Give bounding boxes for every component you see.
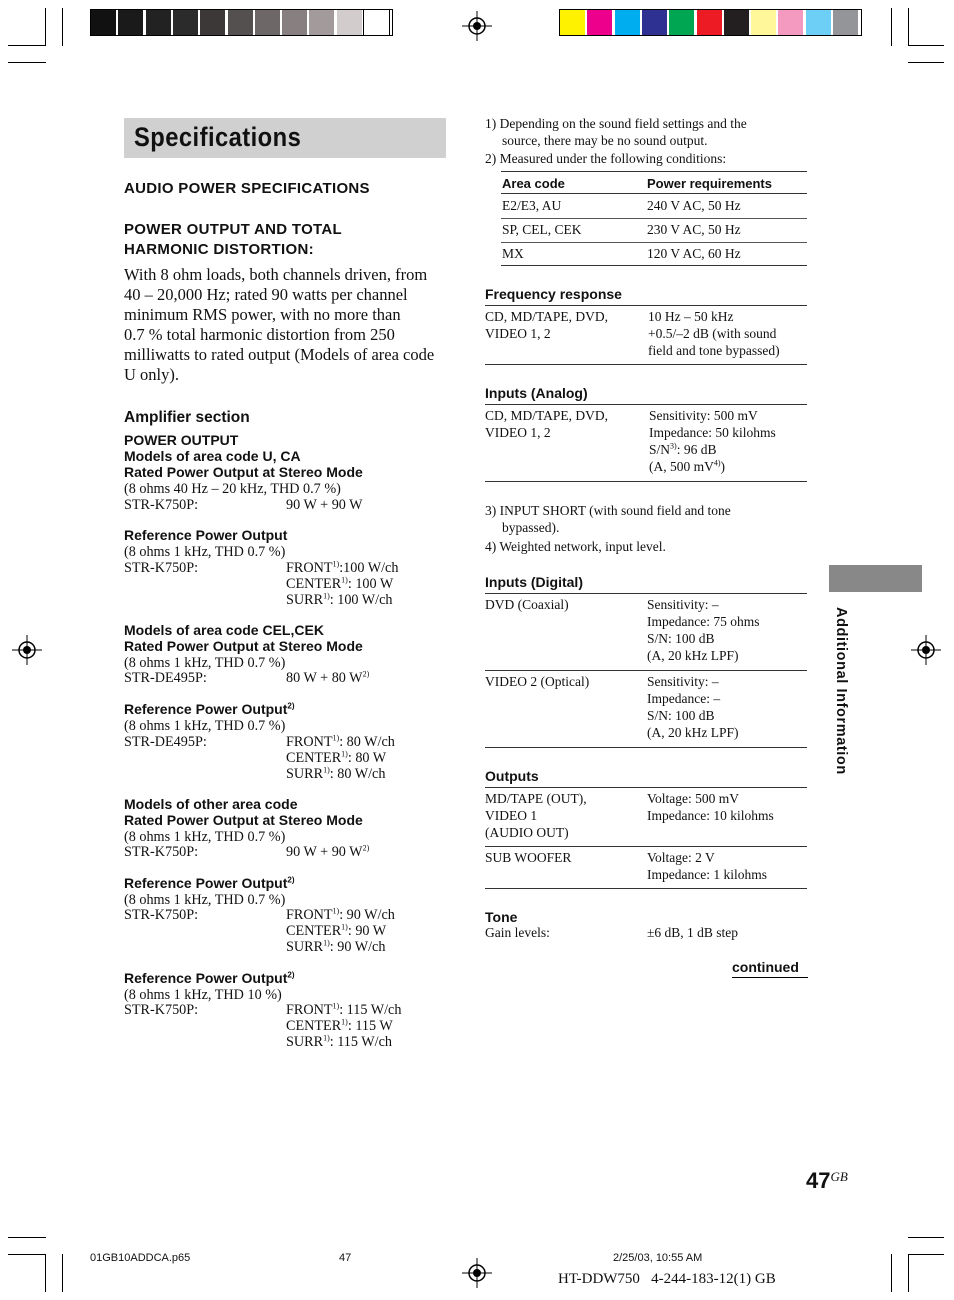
footnote-ref: 2) bbox=[287, 875, 295, 885]
tone-heading: Tone bbox=[485, 909, 518, 925]
section-rule bbox=[485, 481, 807, 482]
table-cell: SP, CEL, CEK bbox=[502, 222, 582, 237]
footnote-2: 2) Measured under the following conditions: bbox=[485, 151, 727, 166]
digital-input-label: VIDEO 2 (Optical) bbox=[485, 674, 590, 689]
surr-value bbox=[286, 939, 395, 955]
rated-power-label: Rated Power Output at Stereo Mode bbox=[124, 464, 363, 480]
section-rule bbox=[485, 846, 807, 847]
section-rule bbox=[485, 593, 807, 594]
color-swatch bbox=[560, 10, 585, 35]
channel-values bbox=[286, 560, 398, 608]
power-value bbox=[286, 844, 369, 860]
reference-power-label: Reference Power Output bbox=[124, 527, 288, 543]
front-value bbox=[286, 734, 395, 750]
power-paragraph bbox=[124, 265, 454, 385]
footnote-ref: 1) bbox=[341, 1017, 348, 1027]
model-name: STR-K750P: bbox=[124, 560, 199, 576]
digital-input-label: DVD (Coaxial) bbox=[485, 597, 569, 612]
footnote-ref: 3) bbox=[670, 441, 677, 451]
power-value-text: 80 W + 80 W bbox=[286, 670, 363, 686]
condition-text: (8 ohms 1 kHz, THD 0.7 %) bbox=[124, 829, 286, 845]
gray-swatch bbox=[309, 10, 334, 35]
amplifier-section-heading: Amplifier section bbox=[124, 409, 250, 426]
footnote-ref: 1) bbox=[323, 591, 330, 601]
gray-swatch bbox=[91, 10, 116, 35]
condition-text: (8 ohms 1 kHz, THD 10 %) bbox=[124, 987, 282, 1003]
models-cel-cek: Models of area code CEL,CEK bbox=[124, 622, 324, 638]
channel-power: : 80 W bbox=[347, 750, 387, 766]
table-rule bbox=[501, 218, 807, 219]
footnote-ref: 1) bbox=[341, 575, 348, 585]
color-swatch bbox=[669, 10, 694, 35]
footnote-ref: 2) bbox=[287, 701, 295, 711]
footnote-ref: 1) bbox=[341, 749, 348, 759]
section-rule bbox=[485, 305, 807, 306]
channel-power: : 80 W/ch bbox=[339, 734, 395, 750]
spec-value: (A, 20 kHz LPF) bbox=[647, 648, 739, 663]
color-swatch bbox=[806, 10, 831, 35]
surr-value bbox=[286, 766, 395, 782]
spec-value: 10 Hz – 50 kHz bbox=[648, 309, 734, 324]
gray-swatch bbox=[200, 10, 225, 35]
frequency-inputs bbox=[485, 308, 608, 342]
frequency-heading: Frequency response bbox=[485, 286, 622, 302]
page-number bbox=[806, 1168, 848, 1194]
spec-label: MD/TAPE (OUT), bbox=[485, 791, 587, 806]
channel-power: : 90 W bbox=[347, 923, 387, 939]
footnote-4: 4) Weighted network, input level. bbox=[485, 539, 666, 554]
model-name: STR-K750P: bbox=[124, 1002, 199, 1018]
output-label: SUB WOOFER bbox=[485, 850, 572, 865]
footnote-line: 1) Depending on the sound field settings and the bbox=[485, 116, 747, 131]
front-value bbox=[286, 560, 398, 576]
table-row bbox=[502, 197, 807, 214]
page-title: Specifications bbox=[134, 122, 302, 152]
digital-input-values bbox=[647, 673, 739, 741]
audio-power-heading: AUDIO POWER SPECIFICATIONS bbox=[124, 180, 370, 197]
surr-value bbox=[286, 592, 398, 608]
footnote-ref: 1) bbox=[323, 765, 330, 775]
title-banner bbox=[124, 118, 446, 158]
power-value: 90 W + 90 W bbox=[286, 497, 363, 513]
channel-power: : 100 W bbox=[347, 576, 394, 592]
color-swatch bbox=[778, 10, 803, 35]
spec-value: Impedance: 1 kilohms bbox=[647, 867, 767, 882]
tone-label: Gain levels: bbox=[485, 925, 550, 940]
rated-power-label: Rated Power Output at Stereo Mode bbox=[124, 638, 363, 654]
section-rule bbox=[485, 787, 807, 788]
footnote-ref: 1) bbox=[323, 938, 330, 948]
footnote-ref: 2) bbox=[287, 970, 295, 980]
footnote-line: bypassed). bbox=[502, 520, 560, 535]
spec-value: Sensitivity: – bbox=[647, 597, 719, 612]
spec-value bbox=[649, 458, 776, 475]
gray-swatch bbox=[228, 10, 253, 35]
spec-value: field and tone bypassed) bbox=[648, 343, 780, 358]
condition-text: (8 ohms 40 Hz – 20 kHz, THD 0.7 %) bbox=[124, 481, 341, 497]
footnote-ref: 1) bbox=[332, 906, 340, 916]
model-name: STR-K750P: bbox=[124, 907, 199, 923]
channel-name: SURR bbox=[286, 592, 324, 608]
table-cell: 240 V AC, 50 Hz bbox=[647, 198, 741, 213]
paragraph-line: 40 – 20,000 Hz; rated 90 watts per channel bbox=[124, 285, 408, 304]
section-rule bbox=[485, 670, 807, 671]
front-value bbox=[286, 1002, 401, 1018]
section-rule bbox=[485, 404, 807, 405]
registration-mark-icon bbox=[462, 1258, 492, 1288]
table-rule bbox=[501, 265, 807, 266]
inputs-digital-heading: Inputs (Digital) bbox=[485, 574, 583, 590]
condition-text: (8 ohms 1 kHz, THD 0.7 %) bbox=[124, 544, 286, 560]
paragraph-line: minimum RMS power, with no more than bbox=[124, 305, 401, 324]
footnote-ref: 4) bbox=[713, 458, 721, 468]
color-swatch bbox=[751, 10, 776, 35]
spec-value: (A, 20 kHz LPF) bbox=[647, 725, 739, 740]
center-value bbox=[286, 923, 395, 939]
tone-value: ±6 dB, 1 dB step bbox=[647, 925, 739, 940]
analog-inputs bbox=[485, 407, 608, 441]
channel-power: : 115 W/ch bbox=[339, 1002, 402, 1018]
channel-name: SURR bbox=[286, 1034, 324, 1050]
heading-line: POWER OUTPUT AND TOTAL bbox=[124, 221, 342, 238]
channel-name: SURR bbox=[286, 766, 324, 782]
section-rule bbox=[485, 364, 807, 365]
table-row bbox=[502, 221, 807, 238]
table-rule bbox=[501, 242, 807, 243]
section-tab bbox=[829, 565, 922, 592]
digital-input-values bbox=[647, 596, 759, 664]
table-cell: E2/E3, AU bbox=[502, 198, 562, 213]
registration-mark-icon bbox=[911, 635, 941, 665]
center-value bbox=[286, 750, 395, 766]
value-text: ) bbox=[720, 459, 726, 474]
spec-label: VIDEO 1, 2 bbox=[485, 425, 551, 440]
channel-power: : 115 W bbox=[347, 1018, 393, 1034]
paragraph-line: With 8 ohm loads, both channels driven, from bbox=[124, 265, 428, 284]
spec-label: VIDEO 1 bbox=[485, 808, 538, 823]
color-swatch bbox=[697, 10, 722, 35]
inputs-analog-heading: Inputs (Analog) bbox=[485, 385, 588, 401]
models-u-ca: Models of area code U, CA bbox=[124, 448, 301, 464]
condition-text: (8 ohms 1 kHz, THD 0.7 %) bbox=[124, 655, 286, 671]
footer-filename: 01GB10ADDCA.p65 bbox=[90, 1252, 191, 1264]
reference-power-label bbox=[124, 875, 295, 891]
table-cell: 230 V AC, 50 Hz bbox=[647, 222, 741, 237]
front-value bbox=[286, 907, 395, 923]
condition-text: (8 ohms 1 kHz, THD 0.7 %) bbox=[124, 718, 286, 734]
gray-swatch bbox=[255, 10, 280, 35]
gray-swatch bbox=[173, 10, 198, 35]
channel-name: FRONT bbox=[286, 1002, 333, 1018]
gray-swatch bbox=[282, 10, 307, 35]
channel-name: CENTER bbox=[286, 1018, 342, 1034]
spec-label: VIDEO 1, 2 bbox=[485, 326, 551, 341]
value-text: : 96 dB bbox=[676, 442, 717, 457]
footnote-ref: 1) bbox=[332, 1001, 340, 1011]
channel-values bbox=[286, 907, 395, 955]
center-value bbox=[286, 576, 398, 592]
reference-power-label bbox=[124, 701, 295, 717]
spec-value: Voltage: 500 mV bbox=[647, 791, 739, 806]
paragraph-line: milliwatts to rated output (Models of area code bbox=[124, 345, 435, 364]
table-row bbox=[502, 245, 807, 262]
spec-label: CD, MD/TAPE, DVD, bbox=[485, 309, 609, 324]
label-text: Reference Power Output bbox=[124, 970, 288, 986]
channel-name: FRONT bbox=[286, 907, 333, 923]
footnote-ref: 1) bbox=[332, 559, 340, 569]
heading-line: HARMONIC DISTORTION: bbox=[124, 241, 314, 258]
value-text: S/N bbox=[649, 442, 671, 457]
color-swatch bbox=[615, 10, 640, 35]
color-swatch bbox=[724, 10, 749, 35]
channel-power: : 115 W/ch bbox=[329, 1034, 392, 1050]
outputs-heading: Outputs bbox=[485, 768, 539, 784]
footnote-ref: 2) bbox=[362, 843, 370, 853]
footer-page: 47 bbox=[339, 1252, 352, 1264]
channel-name: CENTER bbox=[286, 923, 342, 939]
sidebar-label: Additional Information bbox=[833, 607, 849, 775]
spec-value: Impedance: 10 kilohms bbox=[647, 808, 774, 823]
channel-power: : 100 W/ch bbox=[329, 592, 393, 608]
table-rule bbox=[501, 193, 807, 194]
channel-values bbox=[286, 1002, 401, 1050]
reference-power-label bbox=[124, 970, 295, 986]
paragraph-line: 0.7 % total harmonic distortion from 250 bbox=[124, 325, 395, 344]
model-name: STR-DE495P: bbox=[124, 734, 207, 750]
footnote-1 bbox=[485, 115, 747, 149]
channel-values bbox=[286, 734, 395, 782]
condition-text: (8 ohms 1 kHz, THD 0.7 %) bbox=[124, 892, 286, 908]
center-value bbox=[286, 1018, 401, 1034]
model-name: STR-DE495P: bbox=[124, 670, 207, 686]
channel-name: CENTER bbox=[286, 576, 342, 592]
spec-value: Sensitivity: – bbox=[647, 674, 719, 689]
output-label bbox=[485, 790, 587, 841]
models-other: Models of other area code bbox=[124, 796, 298, 812]
spec-value bbox=[649, 441, 776, 458]
footer-model: HT-DDW750 4-244-183-12(1) GB bbox=[558, 1271, 776, 1287]
table-header-area: Area code bbox=[502, 176, 565, 191]
table-cell: 120 V AC, 60 Hz bbox=[647, 246, 741, 261]
power-output-heading bbox=[124, 220, 342, 260]
value-text: (A, 500 mV bbox=[649, 459, 714, 474]
spec-label: (AUDIO OUT) bbox=[485, 825, 569, 840]
power-value-text: 90 W + 90 W bbox=[286, 844, 363, 860]
channel-power: :100 W/ch bbox=[339, 560, 399, 576]
footnote-line: 3) INPUT SHORT (with sound field and tone bbox=[485, 503, 731, 518]
continued-rule bbox=[732, 977, 808, 978]
frequency-values bbox=[648, 308, 780, 359]
footnote-line: source, there may be no sound output. bbox=[502, 133, 708, 148]
output-values bbox=[647, 790, 774, 824]
channel-name: FRONT bbox=[286, 560, 333, 576]
channel-power: : 90 W/ch bbox=[329, 939, 386, 955]
color-swatch bbox=[587, 10, 612, 35]
model-name: STR-K750P: bbox=[124, 844, 199, 860]
output-values bbox=[647, 849, 767, 883]
color-swatch bbox=[833, 10, 858, 35]
label-text: Reference Power Output bbox=[124, 875, 288, 891]
page-suffix: GB bbox=[830, 1169, 848, 1184]
color-swatch bbox=[642, 10, 667, 35]
surr-value bbox=[286, 1034, 401, 1050]
power-value bbox=[286, 670, 369, 686]
spec-label: CD, MD/TAPE, DVD, bbox=[485, 408, 609, 423]
footnote-3 bbox=[485, 502, 731, 536]
color-bar bbox=[559, 9, 862, 36]
grayscale-bar bbox=[90, 9, 393, 36]
spec-value: S/N: 100 dB bbox=[647, 631, 715, 646]
spec-value: Impedance: – bbox=[647, 691, 721, 706]
table-header-power: Power requirements bbox=[647, 176, 772, 191]
footnote-ref: 2) bbox=[362, 669, 370, 679]
gray-swatch bbox=[146, 10, 171, 35]
section-rule bbox=[485, 888, 807, 889]
channel-name: FRONT bbox=[286, 734, 333, 750]
spec-value: Impedance: 50 kilohms bbox=[649, 425, 776, 440]
channel-name: CENTER bbox=[286, 750, 342, 766]
table-rule bbox=[501, 171, 807, 172]
footnote-ref: 1) bbox=[341, 922, 348, 932]
spec-value: +0.5/–2 dB (with sound bbox=[648, 326, 777, 341]
footer-date: 2/25/03, 10:55 AM bbox=[613, 1252, 703, 1264]
spec-value: S/N: 100 dB bbox=[647, 708, 715, 723]
footnote-ref: 1) bbox=[323, 1033, 330, 1043]
rated-power-label: Rated Power Output at Stereo Mode bbox=[124, 812, 363, 828]
footnote-ref: 1) bbox=[332, 733, 340, 743]
continued-label: continued bbox=[732, 959, 799, 975]
spec-value: Voltage: 2 V bbox=[647, 850, 715, 865]
channel-power: : 80 W/ch bbox=[329, 766, 386, 782]
channel-power: : 90 W/ch bbox=[339, 907, 395, 923]
gray-swatch bbox=[337, 10, 362, 35]
section-rule bbox=[485, 747, 807, 748]
registration-mark-icon bbox=[462, 11, 492, 41]
channel-name: SURR bbox=[286, 939, 324, 955]
gray-swatch bbox=[364, 10, 389, 35]
gray-swatch bbox=[118, 10, 143, 35]
paragraph-line: U only). bbox=[124, 365, 179, 384]
label-text: Reference Power Output bbox=[124, 701, 288, 717]
spec-value: Impedance: 75 ohms bbox=[647, 614, 760, 629]
power-output-label: POWER OUTPUT bbox=[124, 432, 239, 448]
spec-value: Sensitivity: 500 mV bbox=[649, 408, 758, 423]
page-number-value: 47 bbox=[806, 1168, 831, 1193]
registration-mark-icon bbox=[12, 635, 42, 665]
analog-values bbox=[649, 407, 776, 475]
table-cell: MX bbox=[502, 246, 524, 261]
model-name: STR-K750P: bbox=[124, 497, 199, 513]
